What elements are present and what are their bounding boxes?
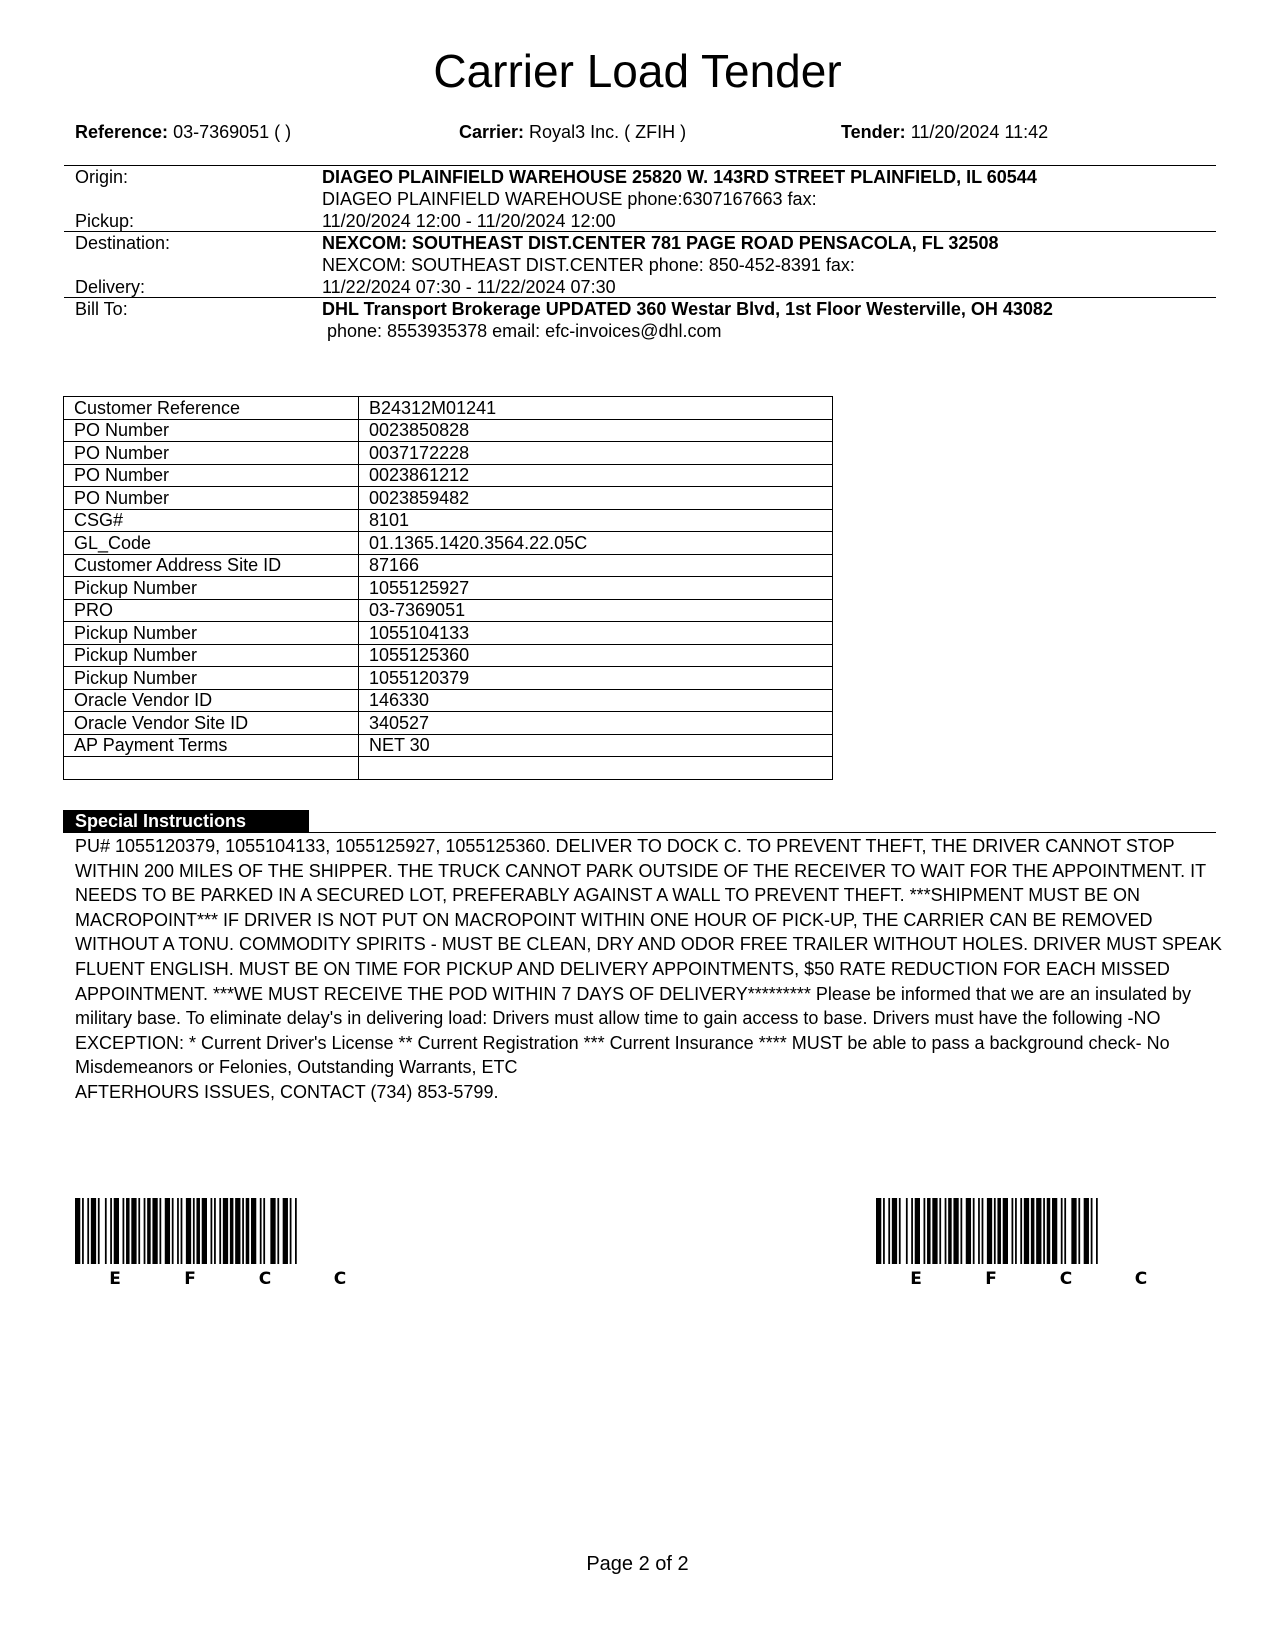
barcode-bar xyxy=(246,1198,250,1264)
table-row xyxy=(64,757,833,780)
table-row xyxy=(64,397,833,420)
barcode-bar xyxy=(186,1198,191,1264)
barcode-bar xyxy=(994,1198,996,1264)
barcode-bar xyxy=(1091,1198,1093,1264)
reference-key: PO Number xyxy=(64,419,359,442)
barcode-char: E xyxy=(910,1269,922,1289)
barcode-bar xyxy=(876,1198,881,1264)
barcode-bar xyxy=(939,1198,941,1264)
reference-key: Customer Reference xyxy=(64,397,359,420)
table-row xyxy=(64,667,833,690)
barcode-bar xyxy=(196,1198,200,1264)
origin-contact: DIAGEO PLAINFIELD WAREHOUSE phone:6307167663 fax: xyxy=(322,189,817,209)
reference-key xyxy=(64,757,359,780)
barcode-bar xyxy=(82,1198,84,1264)
reference-key: Oracle Vendor Site ID xyxy=(64,712,359,735)
destination-label: Destination: xyxy=(75,233,171,253)
barcode-bar xyxy=(159,1198,161,1264)
tender-value: 11/20/2024 11:42 xyxy=(910,122,1049,142)
barcode-bar xyxy=(277,1198,279,1264)
origin-address: DIAGEO PLAINFIELD WAREHOUSE 25820 W. 143RD STREET PLAINFIELD, IL 60544 xyxy=(322,167,1037,187)
reference-key: PO Number xyxy=(64,464,359,487)
delivery-label: Delivery: xyxy=(75,277,146,297)
billto-label: Bill To: xyxy=(75,299,128,319)
table-row xyxy=(64,464,833,487)
reference-value: 01.1365.1420.3564.22.05C xyxy=(359,532,833,555)
barcode-bar xyxy=(1036,1198,1041,1264)
table-row xyxy=(64,689,833,712)
barcode-bar xyxy=(152,1198,157,1264)
barcode-bar xyxy=(966,1198,971,1264)
barcode-bar xyxy=(114,1198,119,1264)
barcode-bar xyxy=(953,1198,958,1264)
barcode-bar xyxy=(911,1198,913,1264)
barcode-bar xyxy=(251,1198,256,1264)
table-row xyxy=(64,419,833,442)
barcode-bar xyxy=(973,1198,975,1264)
barcode-bar xyxy=(172,1198,174,1264)
barcode-bar xyxy=(1071,1198,1076,1264)
reference-value: 0023859482 xyxy=(359,487,833,510)
barcode-bar xyxy=(906,1198,908,1264)
barcode-bar xyxy=(1043,1198,1045,1264)
barcode-bar xyxy=(1096,1198,1098,1264)
barcode-bar xyxy=(181,1198,183,1264)
barcode-bar xyxy=(1064,1198,1066,1264)
barcode-bar xyxy=(263,1198,265,1264)
barcode-bar xyxy=(165,1198,170,1264)
barcode-bar xyxy=(1084,1198,1089,1264)
reference-value: NET 30 xyxy=(359,734,833,757)
barcode-bar xyxy=(945,1198,947,1264)
carrier-field xyxy=(459,122,686,143)
barcode-bar xyxy=(138,1198,140,1264)
reference-value: 0023861212 xyxy=(359,464,833,487)
reference-key: Pickup Number xyxy=(64,644,359,667)
divider-origin xyxy=(64,165,1216,166)
barcode-bar xyxy=(242,1198,244,1264)
reference-value: 8101 xyxy=(359,509,833,532)
barcode-right xyxy=(876,1198,1206,1298)
barcode-bar xyxy=(214,1198,216,1264)
table-row xyxy=(64,644,833,667)
barcode-bar xyxy=(126,1198,130,1264)
reference-value: 87166 xyxy=(359,554,833,577)
reference-key: PO Number xyxy=(64,442,359,465)
table-row xyxy=(64,622,833,645)
barcode-bar xyxy=(982,1198,984,1264)
barcode-bar xyxy=(91,1198,96,1264)
special-instructions-body: PU# 1055120379, 1055104133, 1055125927, 1055125360. DELIVER TO DOCK C. TO PREVENT THEFT, THE DRIVER CANNOT STOP WITHIN 200 MILES OF THE SHIPPER. THE TRUCK CANNOT PARK OUTSIDE OF THE RECEIVER TO WAIT FOR THE APPOINTMENT. IT NEEDS TO BE PARKED IN A SECURED LOT, PREFERABLY AGAINST A WALL TO PREVENT THEFT. ***SHIPMENT MUST BE ON MACROPOINT*** IF DRIVER IS NOT PUT ON MACROPOINT WITHIN ONE HOUR OF PICK-UP, THE CARRIER CAN BE REMOVED WITHOUT A TONU. COMMODITY SPIRITS - MUST BE CLEAN, DRY AND ODOR FREE TRAILER WITHOUT HOLES. DRIVER MUST SPEAK FLUENT ENGLISH. MUST BE ON TIME FOR PICKUP AND DELIVERY APPOINTMENTS, $50 RATE REDUCTION FOR EACH MISSED APPOINTMENT. ***WE MUST RECEIVE THE POD WITHIN 7 DAYS OF DELIVERY********* Please be informed that we are an insulated by military base. To eliminate delay's in delivering load: Drivers must allow time to gain access to base. Drivers must have the following -NO EXCEPTION: * Current Driver's License ** Current Registration *** Current Insurance **** MUST be able to pass a background check- No Misdemeanors or Felonies, Outstanding Warrants, ETC xyxy=(75,836,1222,1078)
barcode-bar xyxy=(295,1198,297,1264)
barcode-bar xyxy=(260,1198,262,1264)
reference-value: 1055125927 xyxy=(359,577,833,600)
destination-address: NEXCOM: SOUTHEAST DIST.CENTER 781 PAGE ROAD PENSACOLA, FL 32508 xyxy=(322,233,999,253)
delivery-window: 11/22/2024 07:30 - 11/22/2024 07:30 xyxy=(322,277,616,297)
billto-address: DHL Transport Brokerage UPDATED 360 Westar Blvd, 1st Floor Westerville, OH 43082 xyxy=(322,299,1053,319)
reference-value: 03-7369051 ( ) xyxy=(173,122,292,142)
tender-field xyxy=(841,122,1048,143)
barcode-char: E xyxy=(109,1269,121,1289)
barcode-bar xyxy=(131,1198,136,1264)
reference-value: 1055120379 xyxy=(359,667,833,690)
destination-contact: NEXCOM: SOUTHEAST DIST.CENTER phone: 850-452-8391 fax: xyxy=(322,255,855,275)
reference-value: 340527 xyxy=(359,712,833,735)
pickup-label: Pickup: xyxy=(75,211,135,231)
barcode-bar xyxy=(899,1198,901,1264)
carrier-value: Royal3 Inc. ( ZFIH ) xyxy=(529,122,687,142)
barcode-bar xyxy=(883,1198,885,1264)
barcode-bar xyxy=(283,1198,288,1264)
reference-value: B24312M01241 xyxy=(359,397,833,420)
divider-destination xyxy=(64,231,1216,232)
special-instructions-heading: Special Instructions xyxy=(63,810,309,832)
barcode-bar xyxy=(290,1198,292,1264)
table-row xyxy=(64,532,833,555)
barcode-bar xyxy=(1031,1198,1035,1264)
barcode-bar xyxy=(1020,1198,1022,1264)
reference-value: 0037172228 xyxy=(359,442,833,465)
special-instructions-divider xyxy=(63,832,1216,833)
barcode-bar xyxy=(235,1198,240,1264)
page-number: Page 2 of 2 xyxy=(586,1553,689,1575)
reference-key: PRO xyxy=(64,599,359,622)
reference-key: AP Payment Terms xyxy=(64,734,359,757)
barcode-bar xyxy=(932,1198,937,1264)
barcode-char: C xyxy=(258,1269,272,1289)
barcode-bar xyxy=(1015,1198,1017,1264)
barcode-bar xyxy=(997,1198,1001,1264)
table-row xyxy=(64,487,833,510)
barcode-bar xyxy=(105,1198,107,1264)
barcode-bar xyxy=(1012,1198,1014,1264)
barcode-char: C xyxy=(1059,1269,1073,1289)
barcode-bar xyxy=(892,1198,897,1264)
barcode-char: C xyxy=(1134,1269,1148,1289)
barcode-bar xyxy=(1061,1198,1063,1264)
reference-key: Pickup Number xyxy=(64,622,359,645)
table-row xyxy=(64,734,833,757)
barcode-bar xyxy=(960,1198,962,1264)
reference-label: Reference: xyxy=(75,122,169,142)
barcode-bar xyxy=(915,1198,920,1264)
barcode-bar xyxy=(75,1198,80,1264)
barcode-bar xyxy=(193,1198,195,1264)
barcode-bar xyxy=(177,1198,179,1264)
barcode-bar xyxy=(1078,1198,1080,1264)
barcode-bar xyxy=(219,1198,221,1264)
table-row xyxy=(64,599,833,622)
reference-key: Oracle Vendor ID xyxy=(64,689,359,712)
table-row xyxy=(64,554,833,577)
barcode-bar xyxy=(1003,1198,1008,1264)
reference-key: CSG# xyxy=(64,509,359,532)
barcode-bar xyxy=(202,1198,207,1264)
barcode-bar xyxy=(927,1198,931,1264)
barcode-bar xyxy=(98,1198,100,1264)
table-row xyxy=(64,509,833,532)
barcode-bar xyxy=(978,1198,980,1264)
reference-key: PO Number xyxy=(64,487,359,510)
special-instructions-text xyxy=(75,834,1225,1105)
origin-label: Origin: xyxy=(75,167,129,187)
barcode-bar xyxy=(87,1198,89,1264)
barcode-bar xyxy=(1024,1198,1029,1264)
barcode-bar xyxy=(223,1198,228,1264)
barcode-bar xyxy=(888,1198,890,1264)
barcode-bar xyxy=(123,1198,125,1264)
barcode-bar xyxy=(270,1198,275,1264)
reference-value: 0023850828 xyxy=(359,419,833,442)
reference-key: Pickup Number xyxy=(64,667,359,690)
tender-label: Tender: xyxy=(841,122,906,142)
reference-value: 03-7369051 xyxy=(359,599,833,622)
barcode-bar xyxy=(1047,1198,1051,1264)
reference-field xyxy=(75,122,291,143)
barcode-bar xyxy=(110,1198,112,1264)
pickup-window: 11/20/2024 12:00 - 11/20/2024 12:00 xyxy=(322,211,616,231)
table-row xyxy=(64,442,833,465)
carrier-label: Carrier: xyxy=(459,122,525,142)
table-row xyxy=(64,577,833,600)
barcode-bar xyxy=(1052,1198,1057,1264)
afterhours-contact: AFTERHOURS ISSUES, CONTACT (734) 853-5799. xyxy=(75,1081,499,1102)
billto-contact: phone: 8553935378 email: efc-invoices@dhl.com xyxy=(322,321,722,341)
barcode-char: C xyxy=(333,1269,347,1289)
barcode-bar xyxy=(948,1198,952,1264)
reference-key: GL_Code xyxy=(64,532,359,555)
barcode-bar xyxy=(987,1198,992,1264)
reference-value: 1055125360 xyxy=(359,644,833,667)
reference-key: Customer Address Site ID xyxy=(64,554,359,577)
reference-value xyxy=(359,757,833,780)
barcode-bar xyxy=(924,1198,926,1264)
barcode-char: F xyxy=(184,1269,196,1289)
reference-table xyxy=(63,396,833,780)
barcode-bar xyxy=(211,1198,213,1264)
barcode-char: F xyxy=(985,1269,997,1289)
reference-key: Pickup Number xyxy=(64,577,359,600)
document-title: Carrier Load Tender xyxy=(433,45,842,97)
barcode-bar xyxy=(230,1198,234,1264)
barcode-bar xyxy=(144,1198,146,1264)
reference-value: 1055104133 xyxy=(359,622,833,645)
reference-value: 146330 xyxy=(359,689,833,712)
table-row xyxy=(64,712,833,735)
barcode-bar xyxy=(147,1198,151,1264)
barcode-left xyxy=(75,1198,405,1298)
divider-billto xyxy=(64,297,1216,298)
